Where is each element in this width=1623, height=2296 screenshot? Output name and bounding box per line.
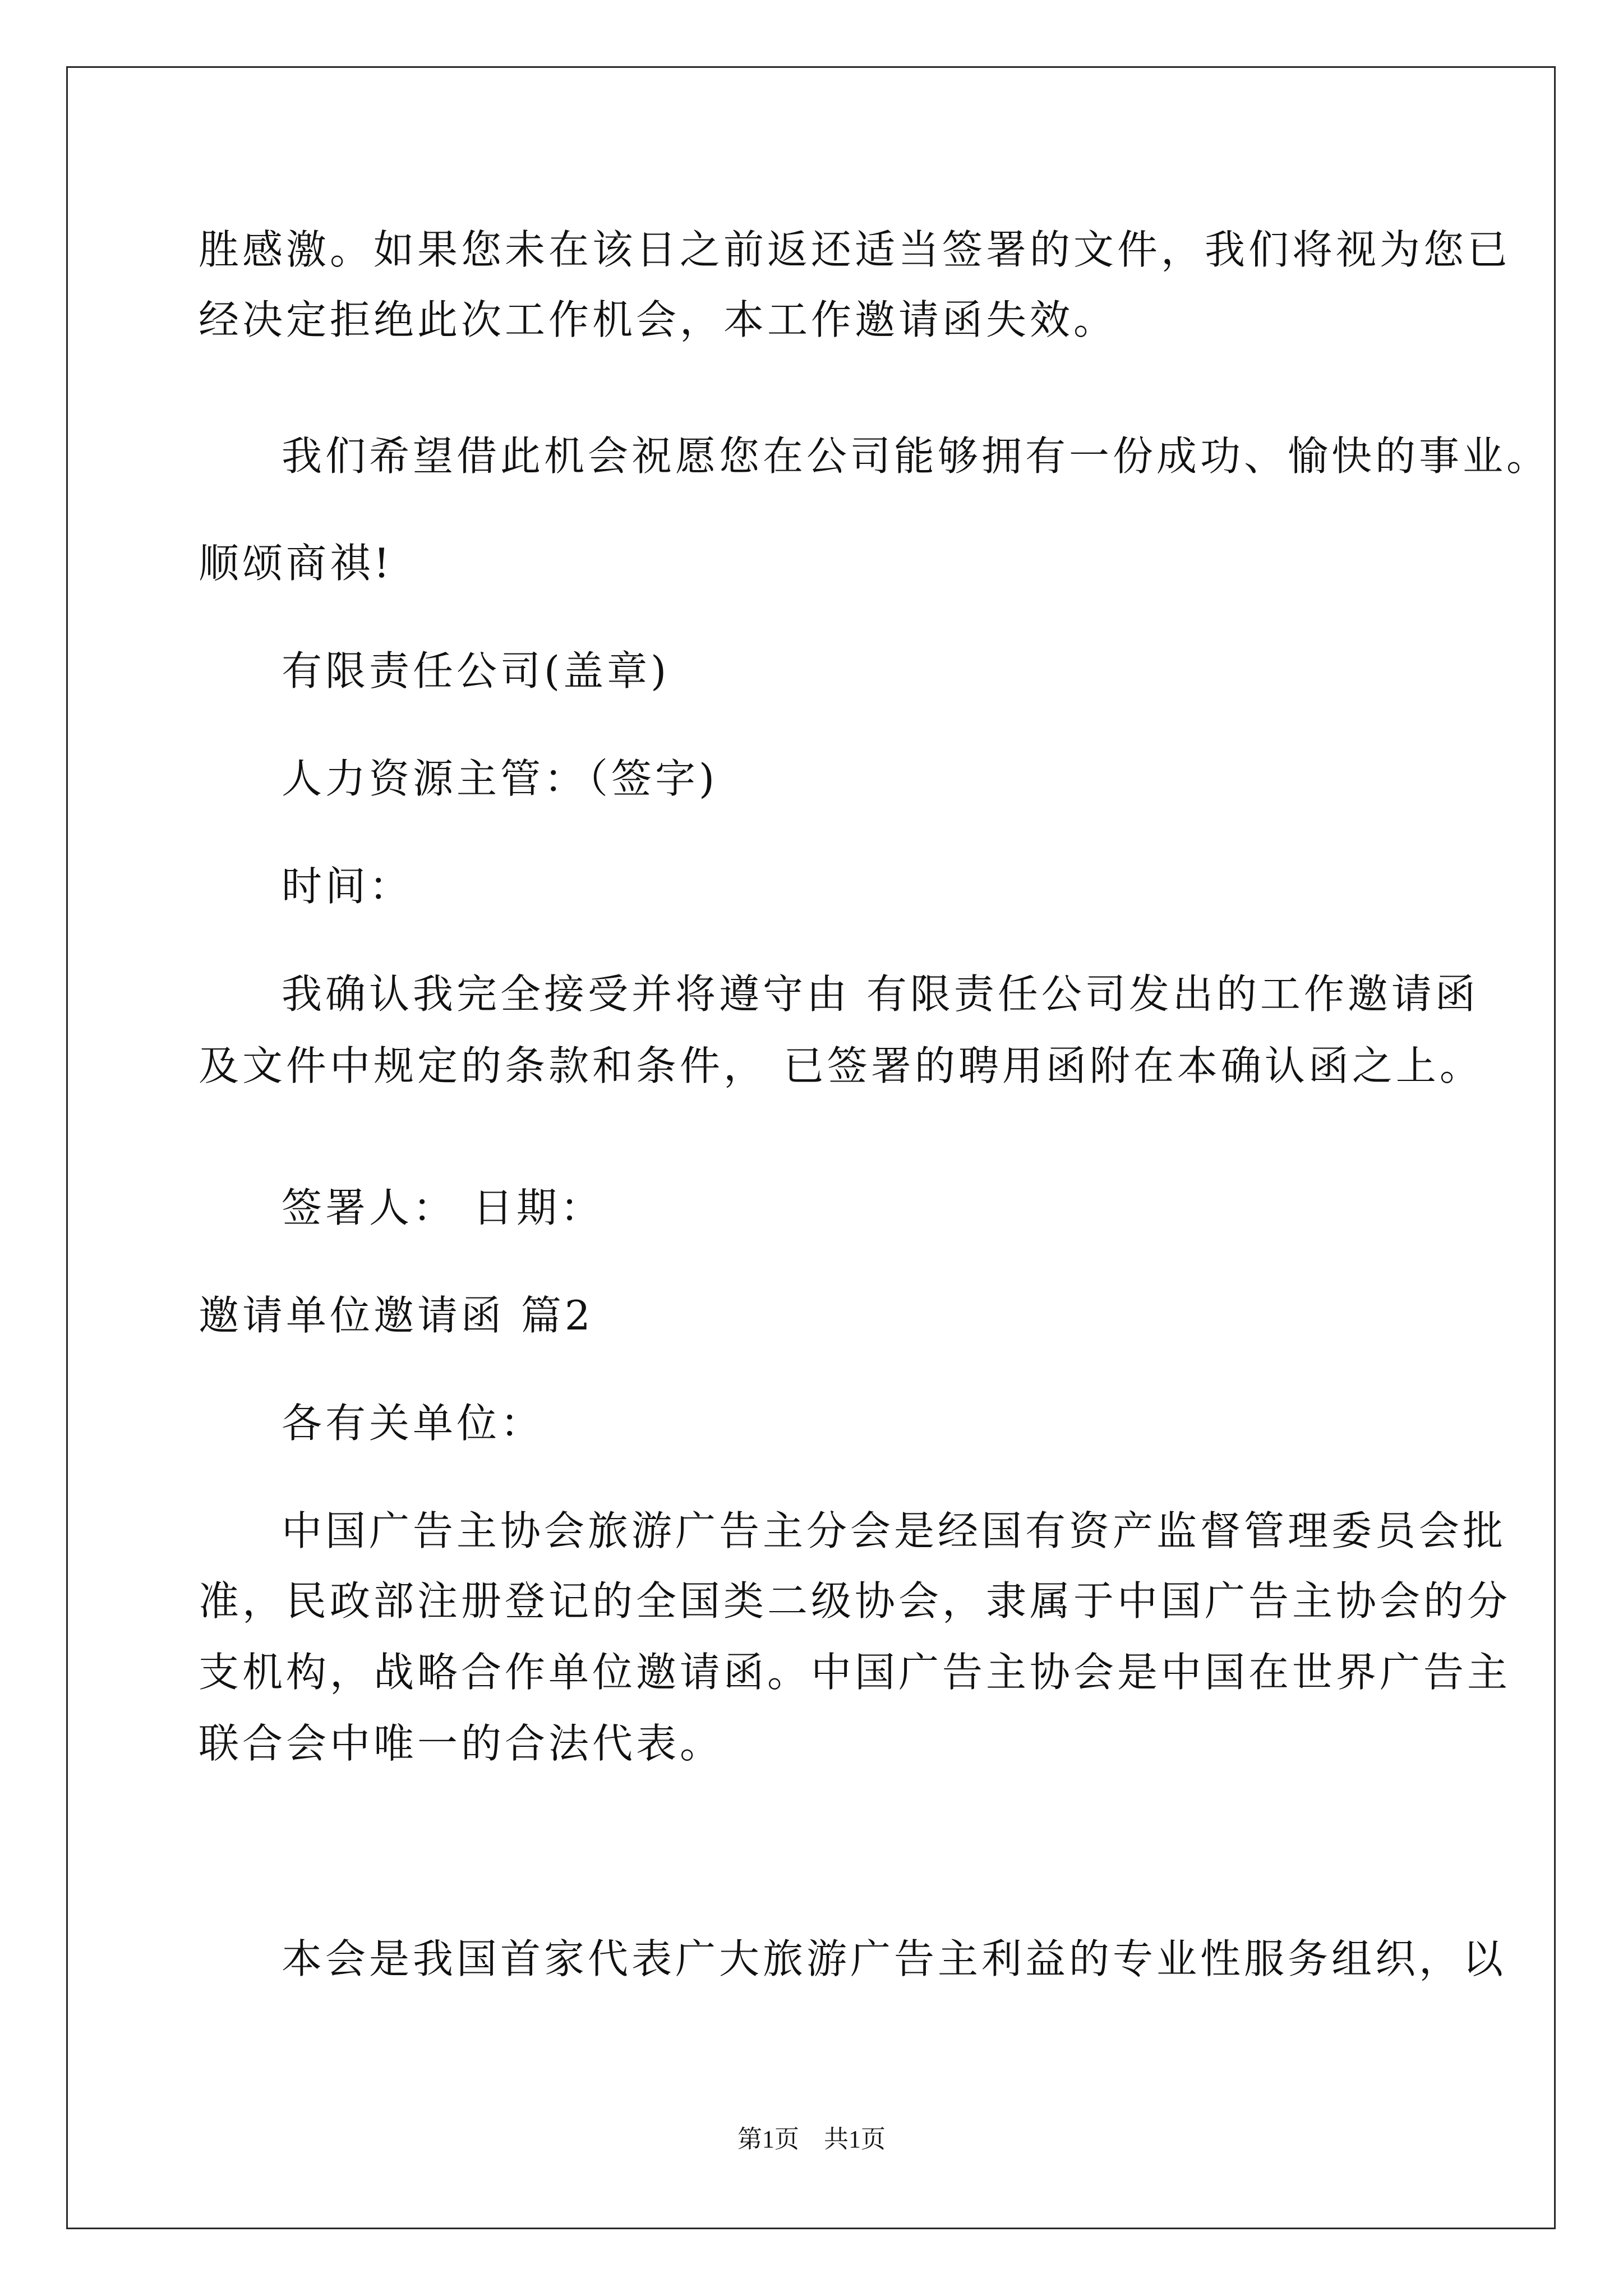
paragraph-line: 经决定拒绝此次工作机会，本工作邀请函失效。 <box>199 296 1118 343</box>
paragraph-line: 支机构，战略合作单位邀请函。中国广告主协会是中国在世界广告主 <box>199 1649 1511 1696</box>
closing-line: 顺颂商祺! <box>199 540 393 587</box>
salutation-line: 各有关单位： <box>282 1400 545 1447</box>
paragraph-line: 联合会中唯一的合法代表。 <box>199 1720 724 1767</box>
paragraph-line: 本会是我国首家代表广大旅游广告主利益的专业性服务组织，以 <box>282 1935 1507 1982</box>
paragraph-line: 胜感激。如果您未在该日之前返还适当签署的文件，我们将视为您已 <box>199 226 1511 273</box>
hr-signature-line: 人力资源主管：（签字) <box>282 755 718 802</box>
date-line: 时间： <box>282 863 413 910</box>
company-stamp-line: 有限责任公司(盖章) <box>282 647 670 694</box>
paragraph-line: 我确认我完全接受并将遵守由 有限责任公司发出的工作邀请函 <box>282 970 1479 1018</box>
page-number-footer: 第1页 共1页 <box>737 2125 886 2153</box>
signer-date-line: 签署人： 日期： <box>282 1184 604 1231</box>
section-heading: 邀请单位邀请函 篇2 <box>199 1292 594 1339</box>
paragraph-line: 我们希望借此机会祝愿您在公司能够拥有一份成功、愉快的事业。 <box>282 432 1551 480</box>
paragraph-line: 中国广告主协会旅游广告主分会是经国有资产监督管理委员会批 <box>282 1507 1507 1554</box>
paragraph-line: 准，民政部注册登记的全国类二级协会，隶属于中国广告主协会的分 <box>199 1577 1511 1625</box>
paragraph-line: 及文件中规定的条款和条件， 已签署的聘用函附在本确认函之上。 <box>199 1042 1483 1089</box>
page-border <box>66 66 1556 2229</box>
